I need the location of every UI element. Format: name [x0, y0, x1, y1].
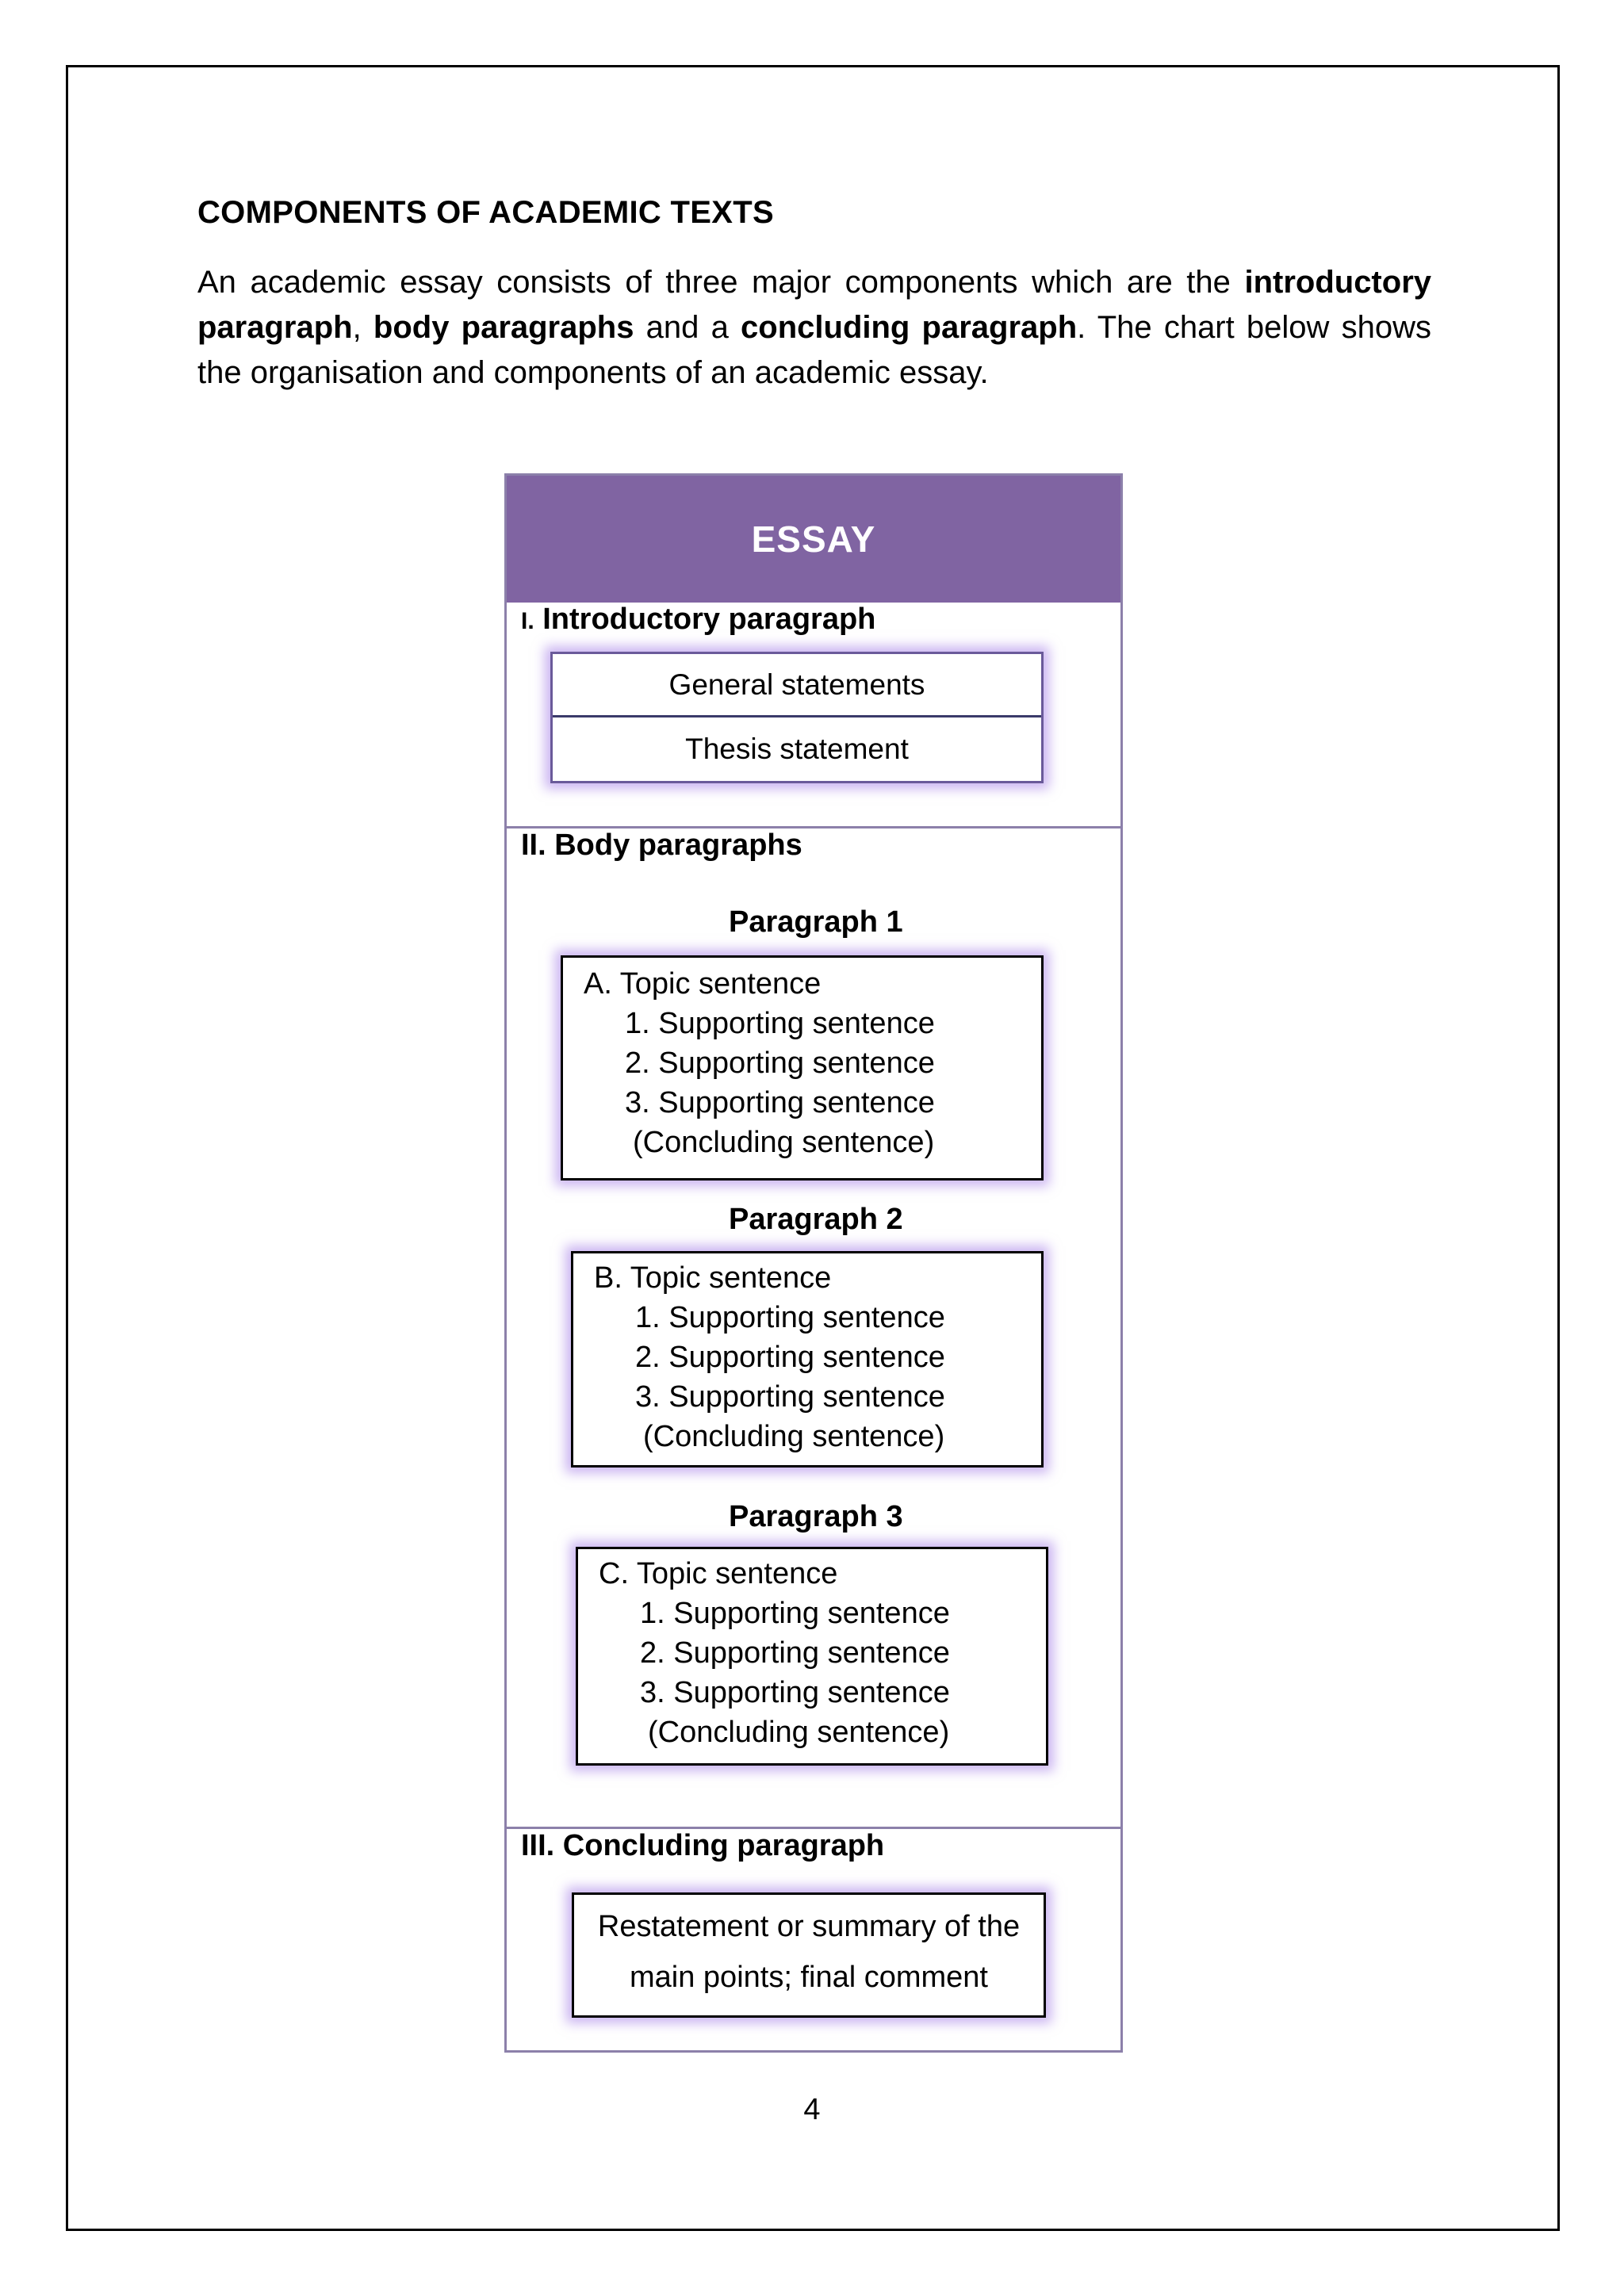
- paragraph-3-box: [576, 1547, 1048, 1766]
- intro-text-part: ,: [352, 310, 373, 345]
- concluding-box: [572, 1892, 1046, 2018]
- page-number: 4: [803, 2093, 821, 2126]
- concluding-label: III. Concluding paragraph: [521, 1829, 885, 1862]
- supporting-sentence: 1. Supporting sentence: [635, 1301, 945, 1334]
- intro-text-part: and a: [634, 310, 741, 345]
- general-statements-row: General statements: [553, 654, 1041, 718]
- introductory-label: [521, 603, 875, 637]
- paragraph-3-title: Paragraph 3: [729, 1500, 903, 1533]
- supporting-sentence: 1. Supporting sentence: [640, 1597, 950, 1630]
- introductory-label-text: Introductory paragraph: [534, 603, 876, 636]
- paragraph-1-box: [561, 955, 1044, 1181]
- paragraph-1-title: Paragraph 1: [729, 905, 903, 939]
- body-label: II. Body paragraphs: [521, 828, 802, 862]
- intro-text-part: . The chart below shows the organisation and components of an academic essay.: [197, 310, 1431, 390]
- intro-bold-term: body paragraphs: [373, 310, 634, 345]
- supporting-sentence: 2. Supporting sentence: [635, 1341, 945, 1374]
- chart-header: [507, 476, 1120, 603]
- concluding-line: main points; final comment: [630, 1961, 988, 1994]
- concluding-sentence: (Concluding sentence): [643, 1420, 945, 1453]
- concluding-section: [507, 1829, 1120, 2050]
- introductory-section: [507, 603, 1120, 828]
- section-heading: COMPONENTS OF ACADEMIC TEXTS: [197, 195, 774, 230]
- essay-structure-chart: [504, 473, 1123, 2053]
- intro-text-part: An academic essay consists of three major components which are the: [197, 265, 1245, 300]
- supporting-sentence: 2. Supporting sentence: [625, 1047, 935, 1080]
- supporting-sentence: 3. Supporting sentence: [640, 1676, 950, 1709]
- chart-title: ESSAY: [751, 519, 876, 560]
- topic-sentence: B. Topic sentence: [594, 1261, 832, 1295]
- introductory-label-number: I.: [521, 608, 534, 634]
- body-section: [507, 828, 1120, 1829]
- paragraph-2-title: Paragraph 2: [729, 1203, 903, 1236]
- supporting-sentence: 3. Supporting sentence: [625, 1086, 935, 1119]
- supporting-sentence: 3. Supporting sentence: [635, 1380, 945, 1414]
- concluding-line: Restatement or summary of the: [597, 1910, 1021, 1943]
- concluding-sentence: (Concluding sentence): [633, 1126, 935, 1159]
- paragraph-2-box: [571, 1251, 1044, 1468]
- topic-sentence: A. Topic sentence: [584, 967, 822, 1001]
- intro-bold-term: introductory paragraph: [197, 265, 1431, 345]
- topic-sentence: C. Topic sentence: [599, 1557, 838, 1590]
- concluding-sentence: (Concluding sentence): [648, 1716, 950, 1749]
- introductory-box: [550, 652, 1044, 783]
- intro-bold-term: concluding paragraph: [741, 310, 1078, 345]
- intro-paragraph: [197, 260, 1431, 396]
- supporting-sentence: 2. Supporting sentence: [640, 1636, 950, 1670]
- supporting-sentence: 1. Supporting sentence: [625, 1007, 935, 1040]
- thesis-statement-row: Thesis statement: [685, 733, 909, 765]
